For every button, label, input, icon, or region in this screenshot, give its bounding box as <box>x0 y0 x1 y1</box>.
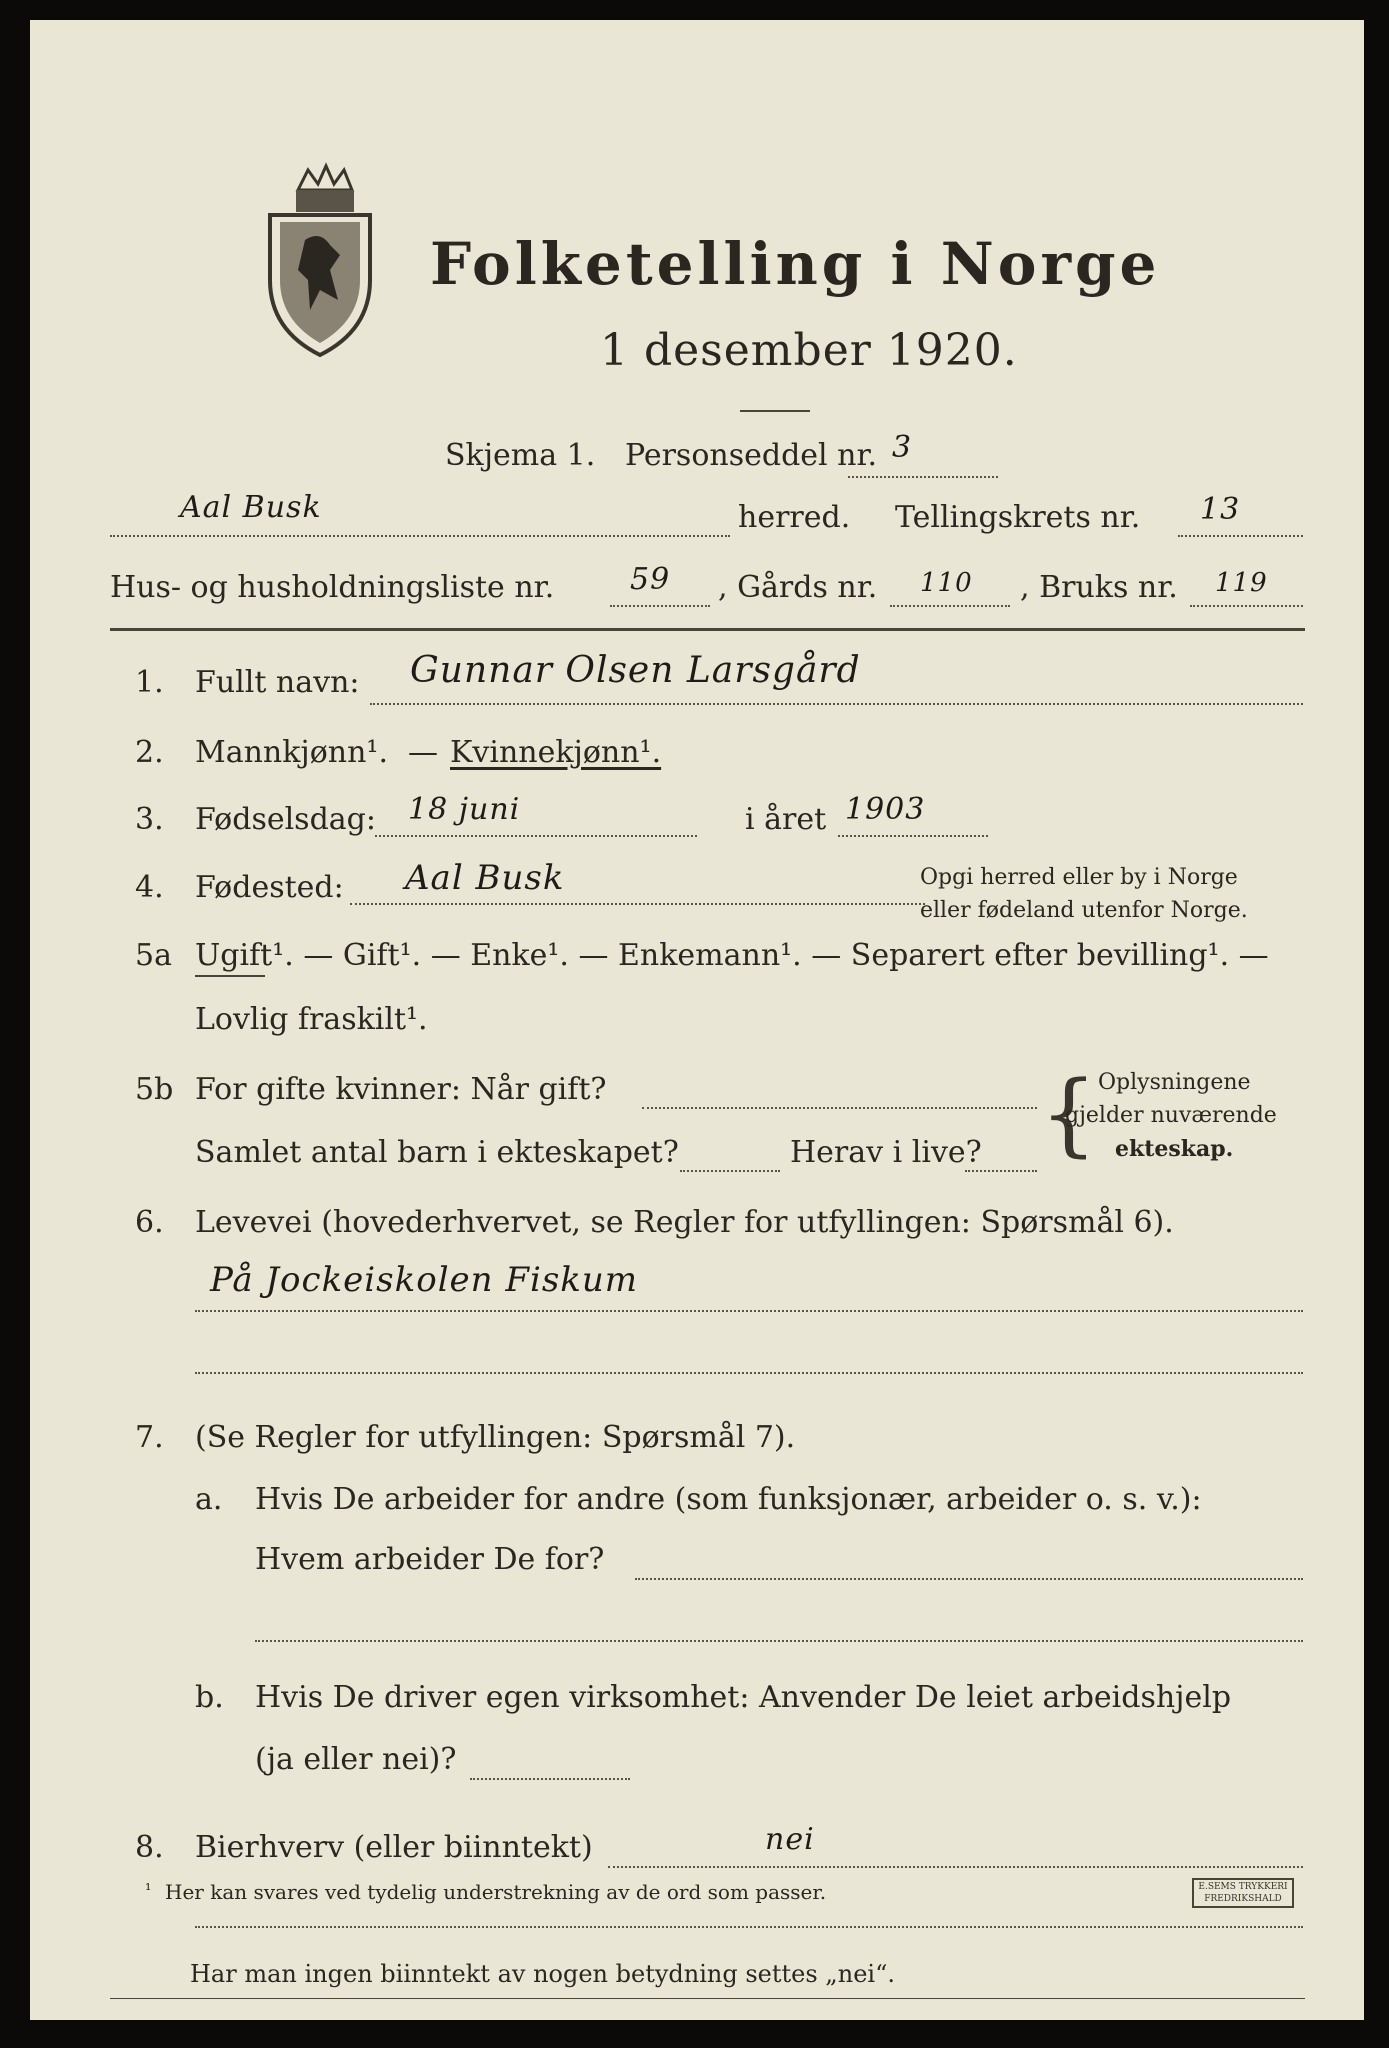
footnote-text: Her kan svares ved tydelig understrekning av de ord som passer. <box>165 1880 827 1904</box>
birthplace-label: Fødested: <box>195 870 344 905</box>
occupation-value: På Jockeiskolen Fiskum <box>210 1260 639 1300</box>
gards-line <box>890 605 1010 607</box>
side-income-note: Har man ingen biinntekt av nogen betydning settes „nei“. <box>190 1960 895 1988</box>
married-when-line <box>642 1107 1037 1109</box>
census-date: 1 desember 1920. <box>600 325 1018 376</box>
bruks-line <box>1190 605 1303 607</box>
birthdate-value: 18 juni <box>408 792 521 827</box>
birthyear-line <box>838 835 988 837</box>
full-name-label: Fullt navn: <box>195 665 360 700</box>
full-name-value: Gunnar Olsen Larsgård <box>410 650 861 691</box>
q7b-letter: b. <box>195 1680 224 1715</box>
footer-divider <box>110 1998 1305 1999</box>
q3-number: 3. <box>135 802 164 837</box>
husliste-line <box>610 605 710 607</box>
birthplace-value: Aal Busk <box>405 858 565 898</box>
title-divider <box>740 410 810 412</box>
children-alive-line <box>965 1170 1037 1172</box>
q7-number: 7. <box>135 1420 164 1455</box>
herred-value: Aal Busk <box>180 490 322 525</box>
q5a-number: 5a <box>135 938 172 973</box>
personseddel-value: 3 <box>892 430 913 465</box>
q2-number: 2. <box>135 735 164 770</box>
q7b-line-2: (ja eller nei)? <box>255 1742 457 1777</box>
q7a-letter: a. <box>195 1482 223 1517</box>
q5b-number: 5b <box>135 1072 174 1107</box>
personseddel-line <box>848 476 998 478</box>
brace-icon: { <box>1040 1062 1098 1167</box>
q1-number: 1. <box>135 665 164 700</box>
q7-label: (Se Regler for utfyllingen: Spørsmål 7). <box>195 1420 796 1455</box>
q8-number: 8. <box>135 1830 164 1865</box>
occupation-label: Levevei (hovederhvervet, se Regler for utfyllingen: Spørsmål 6). <box>195 1205 1174 1240</box>
female-option: Kvinnekjønn¹. <box>450 735 662 770</box>
q6-number: 6. <box>135 1205 164 1240</box>
birthplace-note-2: eller fødeland utenfor Norge. <box>920 898 1248 923</box>
q4-number: 4. <box>135 870 164 905</box>
husliste-value: 59 <box>630 562 671 597</box>
side-income-line <box>608 1866 1303 1868</box>
children-total-line <box>680 1170 780 1172</box>
marriage-note-3: ekteskap. <box>1115 1136 1234 1162</box>
birthdate-label: Fødselsdag: <box>195 802 376 837</box>
occupation-line-1 <box>195 1310 1303 1312</box>
birthplace-line <box>350 903 925 905</box>
herred-label: herred. <box>738 500 851 535</box>
employer-line-2 <box>255 1640 1303 1642</box>
hired-help-line <box>470 1778 630 1780</box>
birthplace-note-1: Opgi herred eller by i Norge <box>920 865 1238 890</box>
bruks-value: 119 <box>1215 568 1268 598</box>
coat-of-arms-icon <box>260 160 380 360</box>
birthyear-value: 1903 <box>845 792 926 827</box>
tellingskrets-line <box>1178 535 1303 537</box>
birthdate-line <box>375 835 697 837</box>
gards-value: 110 <box>920 568 973 598</box>
header-divider <box>110 628 1305 631</box>
marriage-note-2: gjelder nuværende <box>1065 1103 1277 1128</box>
birthyear-label: i året <box>745 802 827 837</box>
gards-label: , Gårds nr. <box>718 570 878 605</box>
q7a-line-2: Hvem arbeider De for? <box>255 1542 605 1577</box>
side-income-label: Bierhverv (eller biinntekt) <box>195 1830 593 1865</box>
married-when-label: For gifte kvinner: Når gift? <box>195 1072 607 1107</box>
personseddel-label: Personseddel nr. <box>625 438 878 473</box>
husliste-label: Hus- og husholdningsliste nr. <box>110 570 555 605</box>
herred-line <box>110 535 730 537</box>
side-income-value: nei <box>765 1822 815 1857</box>
occupation-line-2 <box>195 1372 1303 1374</box>
schema-label: Skjema 1. <box>445 438 596 473</box>
marriage-note-1: Oplysningene <box>1098 1070 1251 1095</box>
employer-line <box>635 1578 1303 1580</box>
bruks-label: , Bruks nr. <box>1020 570 1178 605</box>
side-income-line-2 <box>195 1926 1303 1928</box>
gender-separator: — <box>408 735 438 770</box>
census-form <box>30 20 1364 2020</box>
tellingskrets-value: 13 <box>1200 492 1241 527</box>
full-name-line <box>370 703 1303 705</box>
footnote-mark: ¹ <box>145 1880 152 1899</box>
ugift-underline <box>195 975 265 977</box>
printer-stamp: E.SEMS TRYKKERI FREDRIKSHALD <box>1192 1878 1294 1908</box>
form-title: Folketelling i Norge <box>430 230 1161 298</box>
q7a-line-1: Hvis De arbeider for andre (som funksjonær, arbeider o. s. v.): <box>255 1482 1202 1517</box>
marital-status-options: Ugift¹. — Gift¹. — Enke¹. — Enkemann¹. — Separert efter bevilling¹. — <box>195 938 1269 973</box>
marital-status-options-2: Lovlig fraskilt¹. <box>195 1002 428 1037</box>
tellingskrets-label: Tellingskrets nr. <box>895 500 1141 535</box>
male-option: Mannkjønn¹. <box>195 735 388 770</box>
children-total-label: Samlet antal barn i ekteskapet? <box>195 1135 679 1170</box>
children-alive-label: Herav i live? <box>790 1135 982 1170</box>
q7b-line-1: Hvis De driver egen virksomhet: Anvender De leiet arbeidshjelp <box>255 1680 1232 1715</box>
